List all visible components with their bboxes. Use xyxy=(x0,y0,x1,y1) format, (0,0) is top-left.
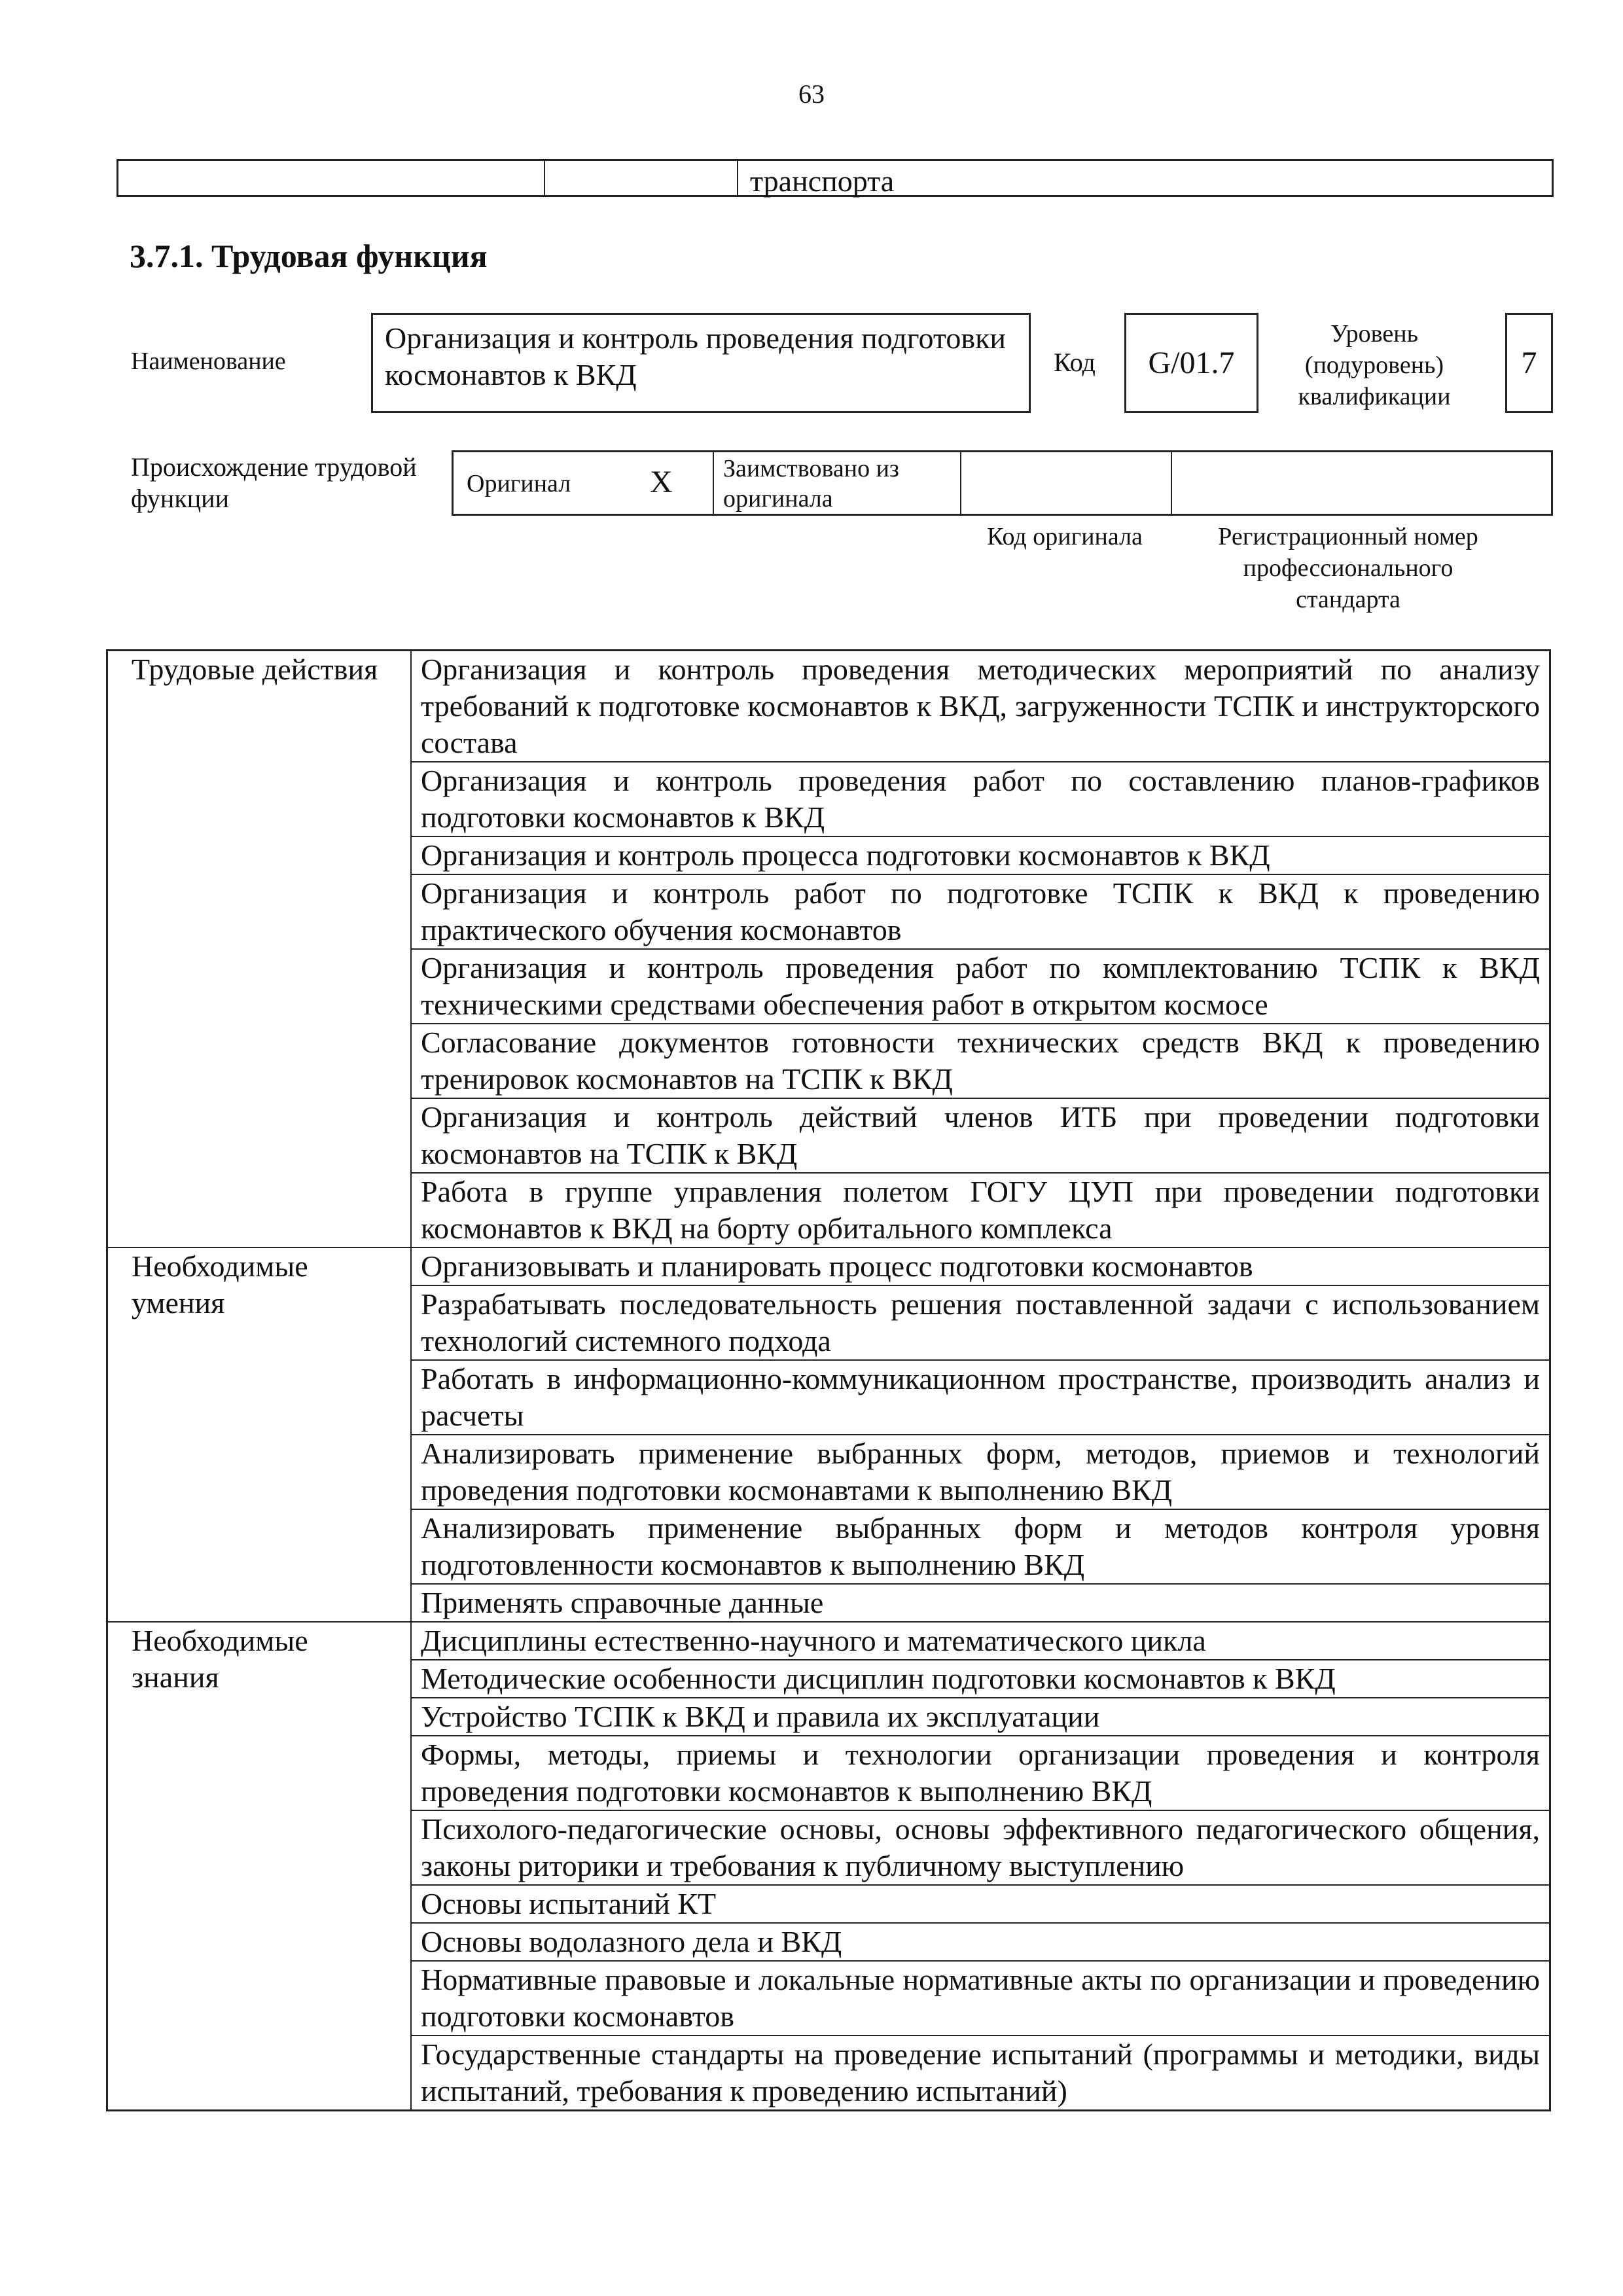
labor-actions-item: Организация и контроль проведения работ по комплектованию ТСПК к ВКД техническими средствами обеспечения работ в открытом космосе xyxy=(411,949,1550,1024)
required-skills-label: Необходимые умения xyxy=(107,1247,412,1622)
labor-actions-item: Согласование документов готовности технических средств ВКД к проведению тренировок космонавтов на ТСПК к ВКД xyxy=(411,1024,1550,1098)
section-title: 3.7.1. Трудовая функция xyxy=(130,238,488,274)
required-knowledge-item: Государственные стандарты на проведение испытаний (программы и методики, виды испытаний, требования к проведению испытаний) xyxy=(411,2036,1550,2111)
qualification-level-box xyxy=(1505,313,1553,413)
qualification-level-value: 7 xyxy=(1521,346,1537,380)
required-skills-item: Анализировать применение выбранных форм, методов, приемов и технологий проведения подготовки космонавтами к выполнению ВКД xyxy=(411,1435,1550,1509)
labor-actions-item: Организация и контроль процесса подготовки космонавтов к ВКД xyxy=(411,836,1550,874)
required-knowledge-label: Необходимые знания xyxy=(107,1622,412,2111)
name-label: Наименование xyxy=(131,348,286,375)
labor-actions-item: Организация и контроль проведения методических мероприятий по анализу требований к подготовке космонавтов к ВКД, загруженности ТСПК и инструкторского состава xyxy=(411,651,1550,762)
required-skills-item: Анализировать применение выбранных форм и методов контроля уровня подготовленности космонавтов к выполнению ВКД xyxy=(411,1509,1550,1584)
qualification-level-label: Уровень (подуровень) квалификации xyxy=(1298,320,1451,410)
original-mark: X xyxy=(650,465,673,499)
registration-number-cell xyxy=(1172,452,1551,514)
labor-function-table xyxy=(106,649,1551,2111)
labor-actions-label: Трудовые действия xyxy=(107,651,412,1248)
code-value-box xyxy=(1124,313,1258,413)
labor-actions-item: Работа в группе управления полетом ГОГУ ЦУП при проведении подготовки космонавтов к ВКД на борту орбитального комплекса xyxy=(411,1173,1550,1247)
labor-actions-item: Организация и контроль работ по подготовке ТСПК к ВКД к проведению практического обучения космонавтов xyxy=(411,874,1550,949)
table-row xyxy=(107,651,1550,762)
required-knowledge-item: Дисциплины естественно-научного и математического цикла xyxy=(411,1622,1550,1660)
table-row xyxy=(107,1622,1550,1660)
required-knowledge-item: Устройство ТСПК к ВКД и правила их эксплуатации xyxy=(411,1698,1550,1736)
required-skills-item: Применять справочные данные xyxy=(411,1584,1550,1622)
required-knowledge-item: Основы испытаний КТ xyxy=(411,1885,1550,1923)
page-number: 63 xyxy=(798,79,825,109)
borrowed-label: Заимствовано из оригинала xyxy=(723,455,899,512)
borrowed-cell xyxy=(714,452,961,514)
required-knowledge-item: Основы водолазного дела и ВКД xyxy=(411,1923,1550,1961)
labor-actions-item: Организация и контроль действий членов ИТБ при проведении подготовки космонавтов на ТСПК к ВКД xyxy=(411,1098,1550,1173)
name-value-box: Организация и контроль проведения подготовки космонавтов к ВКД xyxy=(371,313,1031,413)
continuation-text: транспорта xyxy=(750,164,895,198)
registration-number-caption: Регистрационный номер профессионального стандарта xyxy=(1218,523,1478,613)
original-code-caption: Код оригинала xyxy=(987,523,1143,550)
original-code-cell xyxy=(961,452,1172,514)
required-skills-item: Организовывать и планировать процесс подготовки космонавтов xyxy=(411,1247,1550,1285)
required-knowledge-item: Психолого-педагогические основы, основы эффективного педагогического общения, законы риторики и требования к публичному выступлению xyxy=(411,1810,1550,1885)
cell-divider xyxy=(737,161,738,195)
labor-actions-item: Организация и контроль проведения работ по составлению планов-графиков подготовки космонавтов к ВКД xyxy=(411,762,1550,836)
required-knowledge-item: Нормативные правовые и локальные нормативные акты по организации и проведению подготовки космонавтов xyxy=(411,1961,1550,2036)
code-label: Код xyxy=(1054,348,1096,377)
continuation-table-row xyxy=(116,159,1554,197)
origin-label: Происхождение трудовой функции xyxy=(131,452,417,513)
original-cell xyxy=(454,452,714,514)
required-skills-item: Разрабатывать последовательность решения поставленной задачи с использованием технологий системного подхода xyxy=(411,1285,1550,1360)
required-skills-item: Работать в информационно-коммуникационном пространстве, производить анализ и расчеты xyxy=(411,1360,1550,1435)
required-knowledge-item: Формы, методы, приемы и технологии организации проведения и контроля проведения подготовки космонавтов к выполнению ВКД xyxy=(411,1736,1550,1810)
table-row xyxy=(107,1247,1550,1285)
cell-divider xyxy=(544,161,545,195)
origin-table xyxy=(452,450,1553,516)
code-value: G/01.7 xyxy=(1148,346,1235,380)
original-label: Оригинал xyxy=(467,470,571,497)
required-knowledge-item: Методические особенности дисциплин подготовки космонавтов к ВКД xyxy=(411,1660,1550,1698)
